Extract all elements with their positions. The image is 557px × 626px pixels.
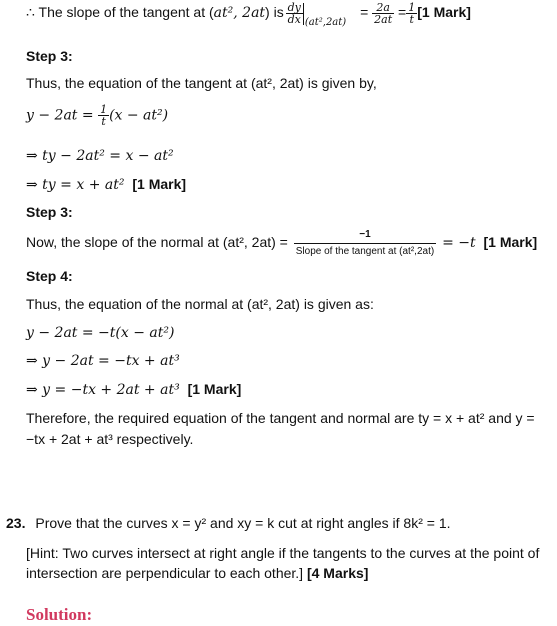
- one-over-t-fraction: [406, 2, 417, 25]
- equals-1: =: [360, 4, 369, 21]
- slope-denominator: 2at: [374, 13, 393, 26]
- tangent-intro: Thus, the equation of the tangent at (at², 2at) is given by,: [26, 75, 377, 91]
- tangent-eq-1-right: (x − at²): [109, 107, 169, 124]
- slope-point: at², 2at: [213, 5, 266, 22]
- normal-slope-num: −1: [294, 230, 436, 244]
- question-number: 23.: [6, 515, 26, 531]
- question-marks: [4 Marks]: [306, 565, 369, 581]
- tangent-slope-line: [26, 1, 471, 29]
- t-denominator: t: [409, 13, 414, 26]
- tangent-eq-1-fraction: [98, 104, 109, 127]
- solution-heading: Solution:: [26, 605, 93, 624]
- slope-prefix: ∴ The slope of the tangent at (: [26, 4, 214, 21]
- question-text: Prove that the curves x = y² and xy = k cut at right angles if 8k² = 1.: [35, 515, 451, 531]
- eval-point: (at²,2at): [304, 17, 347, 29]
- slope-fraction: [372, 2, 394, 25]
- step-3-heading-b: Step 3:: [26, 204, 73, 220]
- dy-numerator: dy: [287, 1, 301, 14]
- step-3-heading-a: Step 3:: [26, 48, 73, 64]
- dy-dx-fraction: [286, 2, 303, 25]
- normal-eq-2: ⇒ y − 2at = −tx + at³: [26, 353, 180, 369]
- slope-numerator: 2a: [372, 2, 394, 14]
- tangent-eq-3: ⇒ ty = x + at²: [26, 177, 125, 193]
- one-numerator: 1: [408, 1, 416, 14]
- normal-eq-3-line: [26, 381, 241, 398]
- hint-text-2: intersection are perpendicular to each other.]: [26, 565, 304, 581]
- eval-bar: [303, 3, 304, 25]
- question-23: [6, 515, 451, 531]
- mark-2: [1 Mark]: [187, 381, 242, 397]
- mark-normal: [1 Mark]: [483, 234, 538, 251]
- tangent-eq-1-den: t: [101, 115, 106, 128]
- normal-eq-1: y − 2at = −t(x − at²): [26, 325, 175, 341]
- normal-slope-fraction: [294, 230, 436, 257]
- conclusion-line-1: Therefore, the required equation of the tangent and normal are ty = x + at² and y =: [26, 410, 535, 426]
- normal-eq-3: ⇒ y = −tx + 2at + at³: [26, 382, 180, 398]
- normal-intro: Thus, the equation of the normal at (at², 2at) is given as:: [26, 296, 374, 312]
- equals-2: =: [398, 4, 407, 21]
- mark-top: [1 Mark]: [417, 4, 471, 21]
- normal-slope-den: Slope of the tangent at (at²,2at): [295, 246, 435, 257]
- conclusion-line-2: −tx + 2at + at³ respectively.: [26, 431, 194, 447]
- normal-slope-suffix: = −t: [442, 235, 476, 252]
- tangent-eq-1: [26, 104, 168, 127]
- tangent-eq-1-num: 1: [100, 103, 108, 116]
- step-4-heading: Step 4:: [26, 268, 73, 284]
- normal-slope-prefix: Now, the slope of the normal at (at², 2at) =: [26, 234, 288, 251]
- normal-slope-line: [26, 230, 537, 257]
- tangent-eq-2: ⇒ ty − 2at² = x − at²: [26, 148, 174, 164]
- hint-line-1: [Hint: Two curves intersect at right angle if the tangents to the curves at the point of: [26, 545, 540, 561]
- tangent-eq-1-left: y − 2at =: [26, 107, 94, 124]
- hint-line-2: [26, 565, 368, 581]
- slope-is: ) is: [265, 4, 288, 21]
- tangent-eq-3-line: [26, 176, 186, 193]
- mark-1: [1 Mark]: [132, 176, 187, 192]
- dx-denominator: dx: [287, 13, 301, 26]
